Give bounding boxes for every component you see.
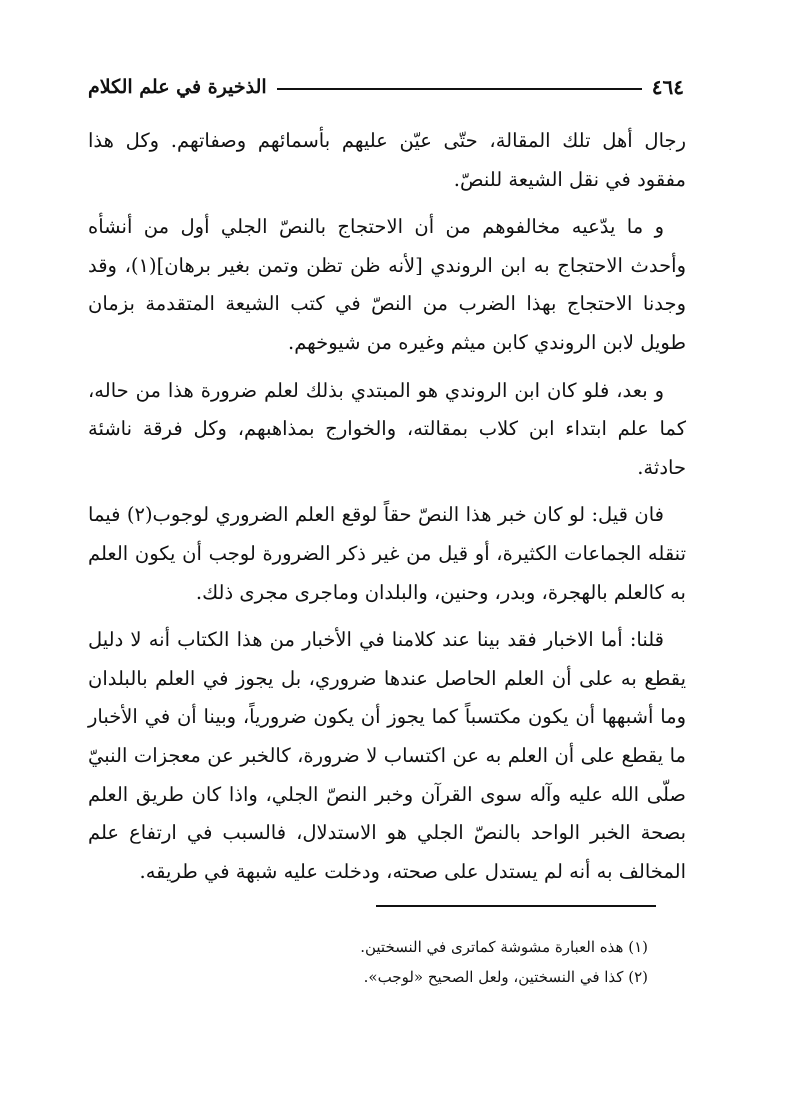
header-rule (277, 88, 642, 90)
footnote: (١) هذه العبارة مشوشة كماترى في النسختين. (360, 938, 648, 956)
footnote: (٢) كذا في النسختين، ولعل الصحيح «لوجب». (363, 968, 648, 986)
paragraph: قلنا: أما الاخبار فقد بينا عند كلامنا في الأخبار من هذا الكتاب أنه لا دليل يقطع به على أن العلم الحاصل عندها ضروري، بل يجوز في العلم بالبلدان وما أشبهها أن يكون مكتسباً كما يجوز أن يكون ضرورياً، وبينا أن في الأخبار ما يقطع على أن العلم به عن اكتساب لا ضرورة، كالخبر عن معجزات النبيّ صلّى الله عليه وآله سوى القرآن وخبر النصّ الجلي، واذا كان طريق العلم بصحة الخبر الواحد بالنصّ الجلي هو الاستدلال، فالسبب في ارتفاع علم المخالف به أنه لم يستدل على صحته، ودخلت عليه شبهة في طريقه. (88, 628, 686, 883)
footnote-separator (376, 905, 656, 907)
paragraph: رجال أهل تلك المقالة، حتّى عيّن عليهم بأسمائهم وصفاتهم. وكل هذا مفقود في نقل الشيعة للنصّ. (88, 129, 686, 191)
paragraph: و ما يدّعيه مخالفوهم من أن الاحتجاج بالنصّ الجلي أول من أنشأه وأحدث الاحتجاج به ابن الروندي [لأنه ظن تظن وتمن بغير برهان](١)، وقد وجدنا الاحتجاج بهذا الضرب من النصّ في كتب الشيعة المتقدمة بزمان طويل لابن الروندي كابن ميثم وغيره من شيوخهم. (88, 215, 686, 354)
running-header (88, 70, 684, 104)
footnotes (88, 932, 648, 992)
book-title: الذخيرة في علم الكلام (88, 76, 267, 98)
paragraph: و بعد، فلو كان ابن الروندي هو المبتدي بذلك لعلم ضرورة هذا من حاله، كما علم ابتداء ابن كلاب بمقالته، والخوارج بمذاهبهم، وكل فرقة ناشئة حادثة. (88, 378, 686, 479)
paragraph: فان قيل: لو كان خبر هذا النصّ حقاً لوقع العلم الضروري لوجوب(٢) فيما تنقله الجماعات الكثيرة، أو قيل من غير ذكر الضرورة لوجب أن يكون العلم به كالعلم بالهجرة، وبدر، وحنين، والبلدان وماجرى مجرى ذلك. (88, 503, 686, 604)
main-text (88, 122, 686, 900)
page-number: ٤٦٤ (651, 75, 684, 99)
